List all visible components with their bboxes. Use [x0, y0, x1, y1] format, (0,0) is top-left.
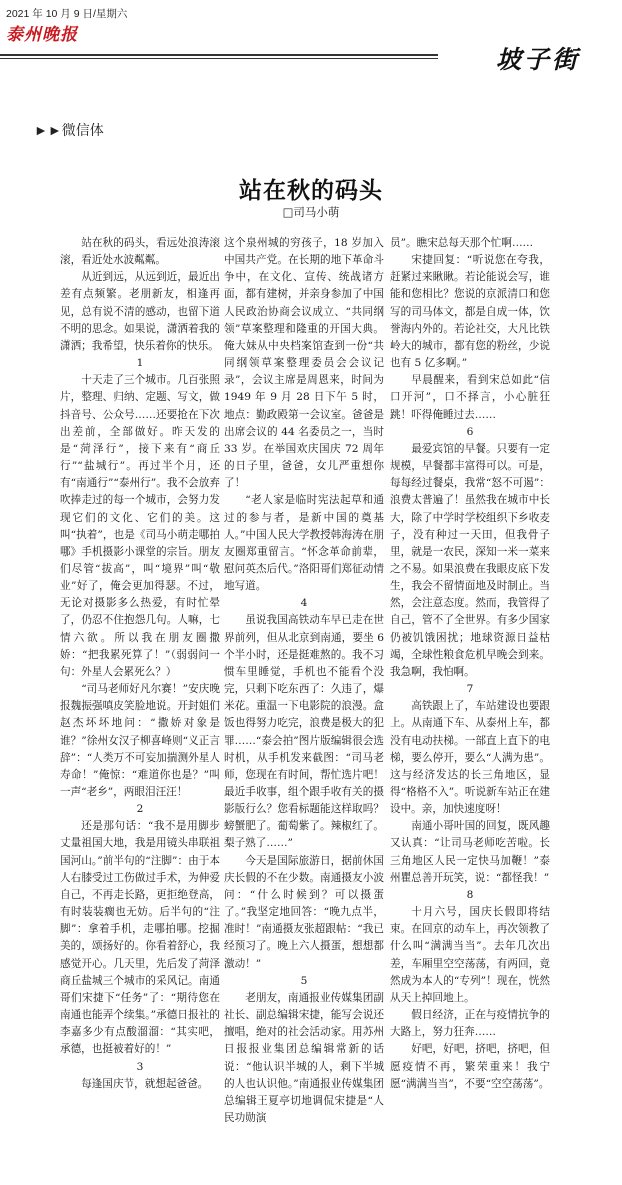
section-number: 3 [136, 1060, 144, 1073]
article-paragraph: 南通小哥叶国的回复，既风趣又认真：“让司马老师吃苦啦。长三角地区人民一定快马加鞭！”泰州瞿总善开玩笑，说：“都怪我！” [390, 820, 550, 884]
article-paragraph: 每逢国庆节，就想起爸爸。 [81, 1077, 209, 1090]
article-paragraph: 好吧，好吧，挤吧，挤吧，但愿疫情不再，繁荣重来！我宁愿“满满当当”，不要“空空荡荡”。 [390, 1043, 550, 1090]
section-number: 5 [300, 974, 308, 987]
article-byline: □司马小萌 [282, 205, 340, 219]
newspaper-logo: 泰州晚报 [6, 25, 78, 45]
article-paragraph: 十天走了三个城市。几百张照片，整理、归纳、定题、写文，做抖音号、公众号……还要抢在下次出差前，全部做好。昨天发的是“菏泽行”，接下来有“商丘行”“盐城行”。再过半个月，还有“南通行”“泰州行”。我不会放弃吹捧走过的每一个城市，会努力发现它们的文化、它们的美。这叫“执着”，也是《司马小萌走哪拍哪》手机摄影小课堂的宗旨。朋友们尽管“拔高”，叫“境界”叫“敬业”好了，俺会更加得瑟。不过，无论对摄影多么热爱，有时忙晕了，仍忍不住抱怨几句。人嘛，七情六欲。所以我在朋友圈撒娇：“把我累死算了！”（弱弱问一句：外星人会累死么？） [60, 374, 220, 678]
article-paragraph: 从近到远，从远到近，最近出差有点频繁。老朋新友，相逢再见，总有说不清的感动，也留下道不明的思念。如果说，潇洒着我的潇洒；我希望，快乐着你的快乐。 [60, 271, 220, 352]
header-rule [0, 54, 438, 56]
article-paragraph: “老人家是临时宪法起草和通过的参与者，是新中国的奠基人。”中国人民大学教授韩海涛在朋友圈郑重留言。“怀念革命前辈，慰问英杰后代。”洛阳哥们郑征动情地写道。 [224, 494, 384, 593]
article-paragraph: 最爱宾馆的早餐。只要有一定规模，早餐都丰富得可以。可是，每每经过餐桌，我常“怒不可遏”：浪费太普遍了！虽然我在城市中长大，除了中学时学校组织下乡收麦子，没有种过一天田，但我骨子里，就是一农民，深知一米一菜来之不易。如果浪费在我眼皮底下发生，我会不留情面地及时制止。当然，会注意态度。然而，我管得了自己，管不了全世界。有多少国家仍被饥饿困扰；地球资源日益枯竭，全球性粮食危机早晚会到来。我急啊，我怕啊。 [390, 442, 550, 678]
article-paragraph: 老朋友，南通报业传媒集团副社长、副总编辑宋捷，能写会说还擅唱，绝对的社会活动家。用苏州日报报业集团总编辑常新的话说：“他认识半城的人，剩下半城的人也认识他。”南通报业传媒集团总编辑王夏亭切地调侃宋捷是“人民功勋演 [224, 991, 384, 1124]
article-paragraph: 还是那句话：“我不是用脚步丈量祖国大地，我是用镜头串联祖国河山。”前半句的“注脚”：由于本人右膝受过工伤做过手术，为伸爱自己，不再走长路，更拒绝登高，有时装装瘸也无妨。后半句的“注脚”：拿着手机，走哪拍哪。挖掘美的，颂扬好的。你看着舒心，我感觉开心。几天里，先后发了菏泽商丘盐城三个城市的采风记。南通哥们宋捷下“任务”了：“期待您在南通也能弄个续集。”承德日报社的李嘉多少有点酸溜溜：“其实吧，承德，也挺被着好的！” [60, 820, 220, 1056]
article-title: 站在秋的码头 [239, 178, 383, 204]
article-paragraph: 今天是国际旅游日，据前休国庆长假的不在少数。南通摄友小波问：“什么时候到？可以摄蛋了。”我坚定地回答：“晚九点半，准时！”南通摄友张超跟帖：“我已经预习了。晚上六人摄蛋，想想都激动！” [224, 854, 384, 970]
article-paragraph: 员”。瞧宋总每天那个忙啊…… [390, 237, 534, 249]
article-paragraph: “司马老师好凡尔赛！”安庆晚报魏振强嗔皮笑脸地说。开封姐们赵杰坏坏地问：“撒娇对象是谁？”徐州女汉子柳喜峰则“义正言辞”：“人类万不可妄加揣测外星人寿命！”俺惊：“难道你也是？”叫一声“老乡”，两眼泪汪汪！ [60, 683, 220, 798]
issue-date: 2021 年 10 月 9 日/星期六 [6, 8, 128, 20]
article-paragraph: 宋捷回复：“听说您在夸我，赶紧过来瞅瞅。若论能说会写，谁能和您相比？您说的京派清口和您写的司马体文，都是自成一体，饮誉海内外的。若论社交，大凡比铁岭大的城市，都有您的粉丝，少说也有 5 亿多啊。” [390, 254, 550, 370]
section-number: 1 [136, 357, 144, 370]
header-rule-thin [0, 58, 438, 59]
article-paragraph: 高铁跟上了，车站建设也要跟上。从南通下车、从泰州上车，都没有电动扶梯。一部直上直下的电梯，要么停开，要么“人满为患”。这与经济发达的长三角地区，显得“格格不入”。听说新车站正在建设中。亲，加快速度呀！ [390, 700, 550, 816]
section-number: 7 [466, 683, 474, 696]
article-column-1 [60, 235, 220, 1180]
article-column-2 [224, 235, 384, 1180]
section-number: 4 [300, 597, 308, 610]
section-number: 2 [136, 803, 144, 816]
section-number: 6 [466, 425, 474, 438]
article-paragraph: 十月六号，国庆长假即将结束。在回京的动车上，再次领教了什么叫“满满当当”。去年几次出差，车厢里空空荡荡，有两回，竟然成为本人的“专列”！现在，恍然从天上掉回地上。 [390, 906, 550, 1004]
section-number: 8 [466, 888, 474, 901]
article-paragraph: 站在秋的码头，看远处浪涛滚滚，看近处水波粼粼。 [60, 237, 220, 267]
article-paragraph: 早晨醒来，看到宋总如此“信口开河”，口不择言，小心脏狂跳！吓得俺睡过去…… [390, 374, 550, 421]
article-paragraph: 虽说我国高铁动车早已走在世界前列，但从北京到南通，要坐 6 个半小时，还是挺难熬的。我不习惯车里睡觉，手机也不能看个没完，只剩下吃东西了：久违了，爆米花。重温一下电影院的浪漫。盒饭也得努力吃完，浪费是极大的犯罪……“泰会拍”图片版编辑很会选时机，从手机发来截图：“司马老师，您现在有时间，帮忙选片吧！最近手收事，组个跟手收有关的摄影版行么？您看标题能这样取吗？螃蟹肥了。葡萄紫了。辣椒红了。梨子熟了……” [224, 614, 384, 850]
article-paragraph: 这个泉州城的穷孩子，18 岁加入中国共产党。在长期的地下革命斗争中，在文化、宣传、统战诸方面，都有建树，并亲身参加了中国人民政治协商会议成立、“共同纲领”草案整理和隆重的开国大典。俺大妹从中央档案馆查到一份“共同纲领草案整理委员会会议记录”，会议主席是周恩来，时间为 1949 年 9 月 28 日下午 5 时，地点：勤政殿第一会议室。爸爸是出席会议的 44 名委员之一，当时 33 岁。在举国欢庆国庆 72 周年的日子里，爸爸，女儿严重想你了！ [224, 237, 384, 490]
article-column-3 [390, 235, 550, 1180]
subsection-label: ►►微信体 [34, 122, 104, 138]
article-paragraph: 假日经济，正在与疫情抗争的大路上，努力狂奔…… [390, 1009, 550, 1039]
section-title: 坡子街 [495, 45, 580, 74]
